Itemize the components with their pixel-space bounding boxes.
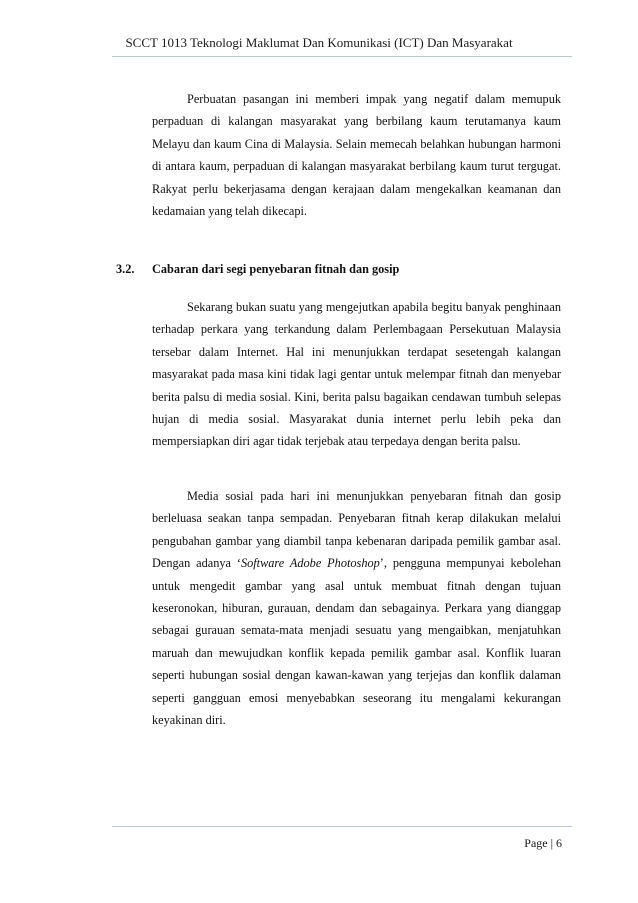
page-number: Page | 6 xyxy=(524,836,562,850)
paragraph-3-text-start: Media sosial pada hari ini menunjukkan penyebaran fitnah dan gosip berleluasa seakan tanpa sempadan. Penyebaran fitnah kerap dilakukan melalui pengubahan gambar yang diambil tanpa kebenaran daripada pemilik gambar asal. Dengan adanya ‘ xyxy=(152,489,561,571)
paragraph-1: Perbuatan pasangan ini memberi impak yang negatif dalam memupuk perpaduan di kalangan masyarakat yang berbilang kaum terutamanya kaum Melayu dan kaum Cina di Malaysia. Selain memecah belahkan hubungan harmoni di antara kaum, perpaduan di kalangan masyarakat berbilang kaum turut tergugat. Rakyat perlu bekerjasama dengan kerajaan dalam mengekalkan keamanan dan kedamaian yang telah dikecapi. xyxy=(152,92,561,219)
section-title: Cabaran dari segi penyebaran fitnah dan gosip xyxy=(152,262,400,276)
page-header: SCCT 1013 Teknologi Maklumat Dan Komunikasi (ICT) Dan Masyarakat xyxy=(125,35,513,50)
software-name: Software Adobe Photoshop xyxy=(240,556,380,571)
section-number: 3.2. xyxy=(116,262,135,276)
footer-divider xyxy=(112,826,572,827)
paragraph-3-text-end: ’, pengguna mempunyai kebolehan untuk mengedit gambar yang asal untuk membuat fitnah dengan tujuan keseronokan, hiburan, gurauan, dendam dan sebagainya. Perkara yang dianggap sebagai gurauan semata-mata menjadi sesuatu yang mengaibkan, menjatuhkan maruah dan mewujudkan konflik kepada pemilik gambar asal. Konflik luaran seperti hubungan sosial dengan kawan-kawan yang terjejas dan konflik dalaman seperti gangguan emosi menyebabkan seseorang itu mengalami kekurangan keyakinan diri. xyxy=(152,556,561,728)
header-divider xyxy=(112,56,572,57)
paragraph-2: Sekarang bukan suatu yang mengejutkan apabila begitu banyak penghinaan terhadap perkara yang terkandung dalam Perlembagaan Persekutuan Malaysia tersebar dalam Internet. Hal ini menunjukkan terdapat sesetengah kalangan masyarakat pada masa kini tidak lagi gentar untuk melempar fitnah dan menyebar berita palsu di media sosial. Kini, berita palsu bagaikan cendawan tumbuh selepas hujan di media sosial. Masyarakat dunia internet perlu lebih peka dan mempersiapkan diri agar tidak terjebak atau terpedaya dengan berita palsu. xyxy=(152,300,561,449)
paragraph-3 xyxy=(152,485,561,731)
